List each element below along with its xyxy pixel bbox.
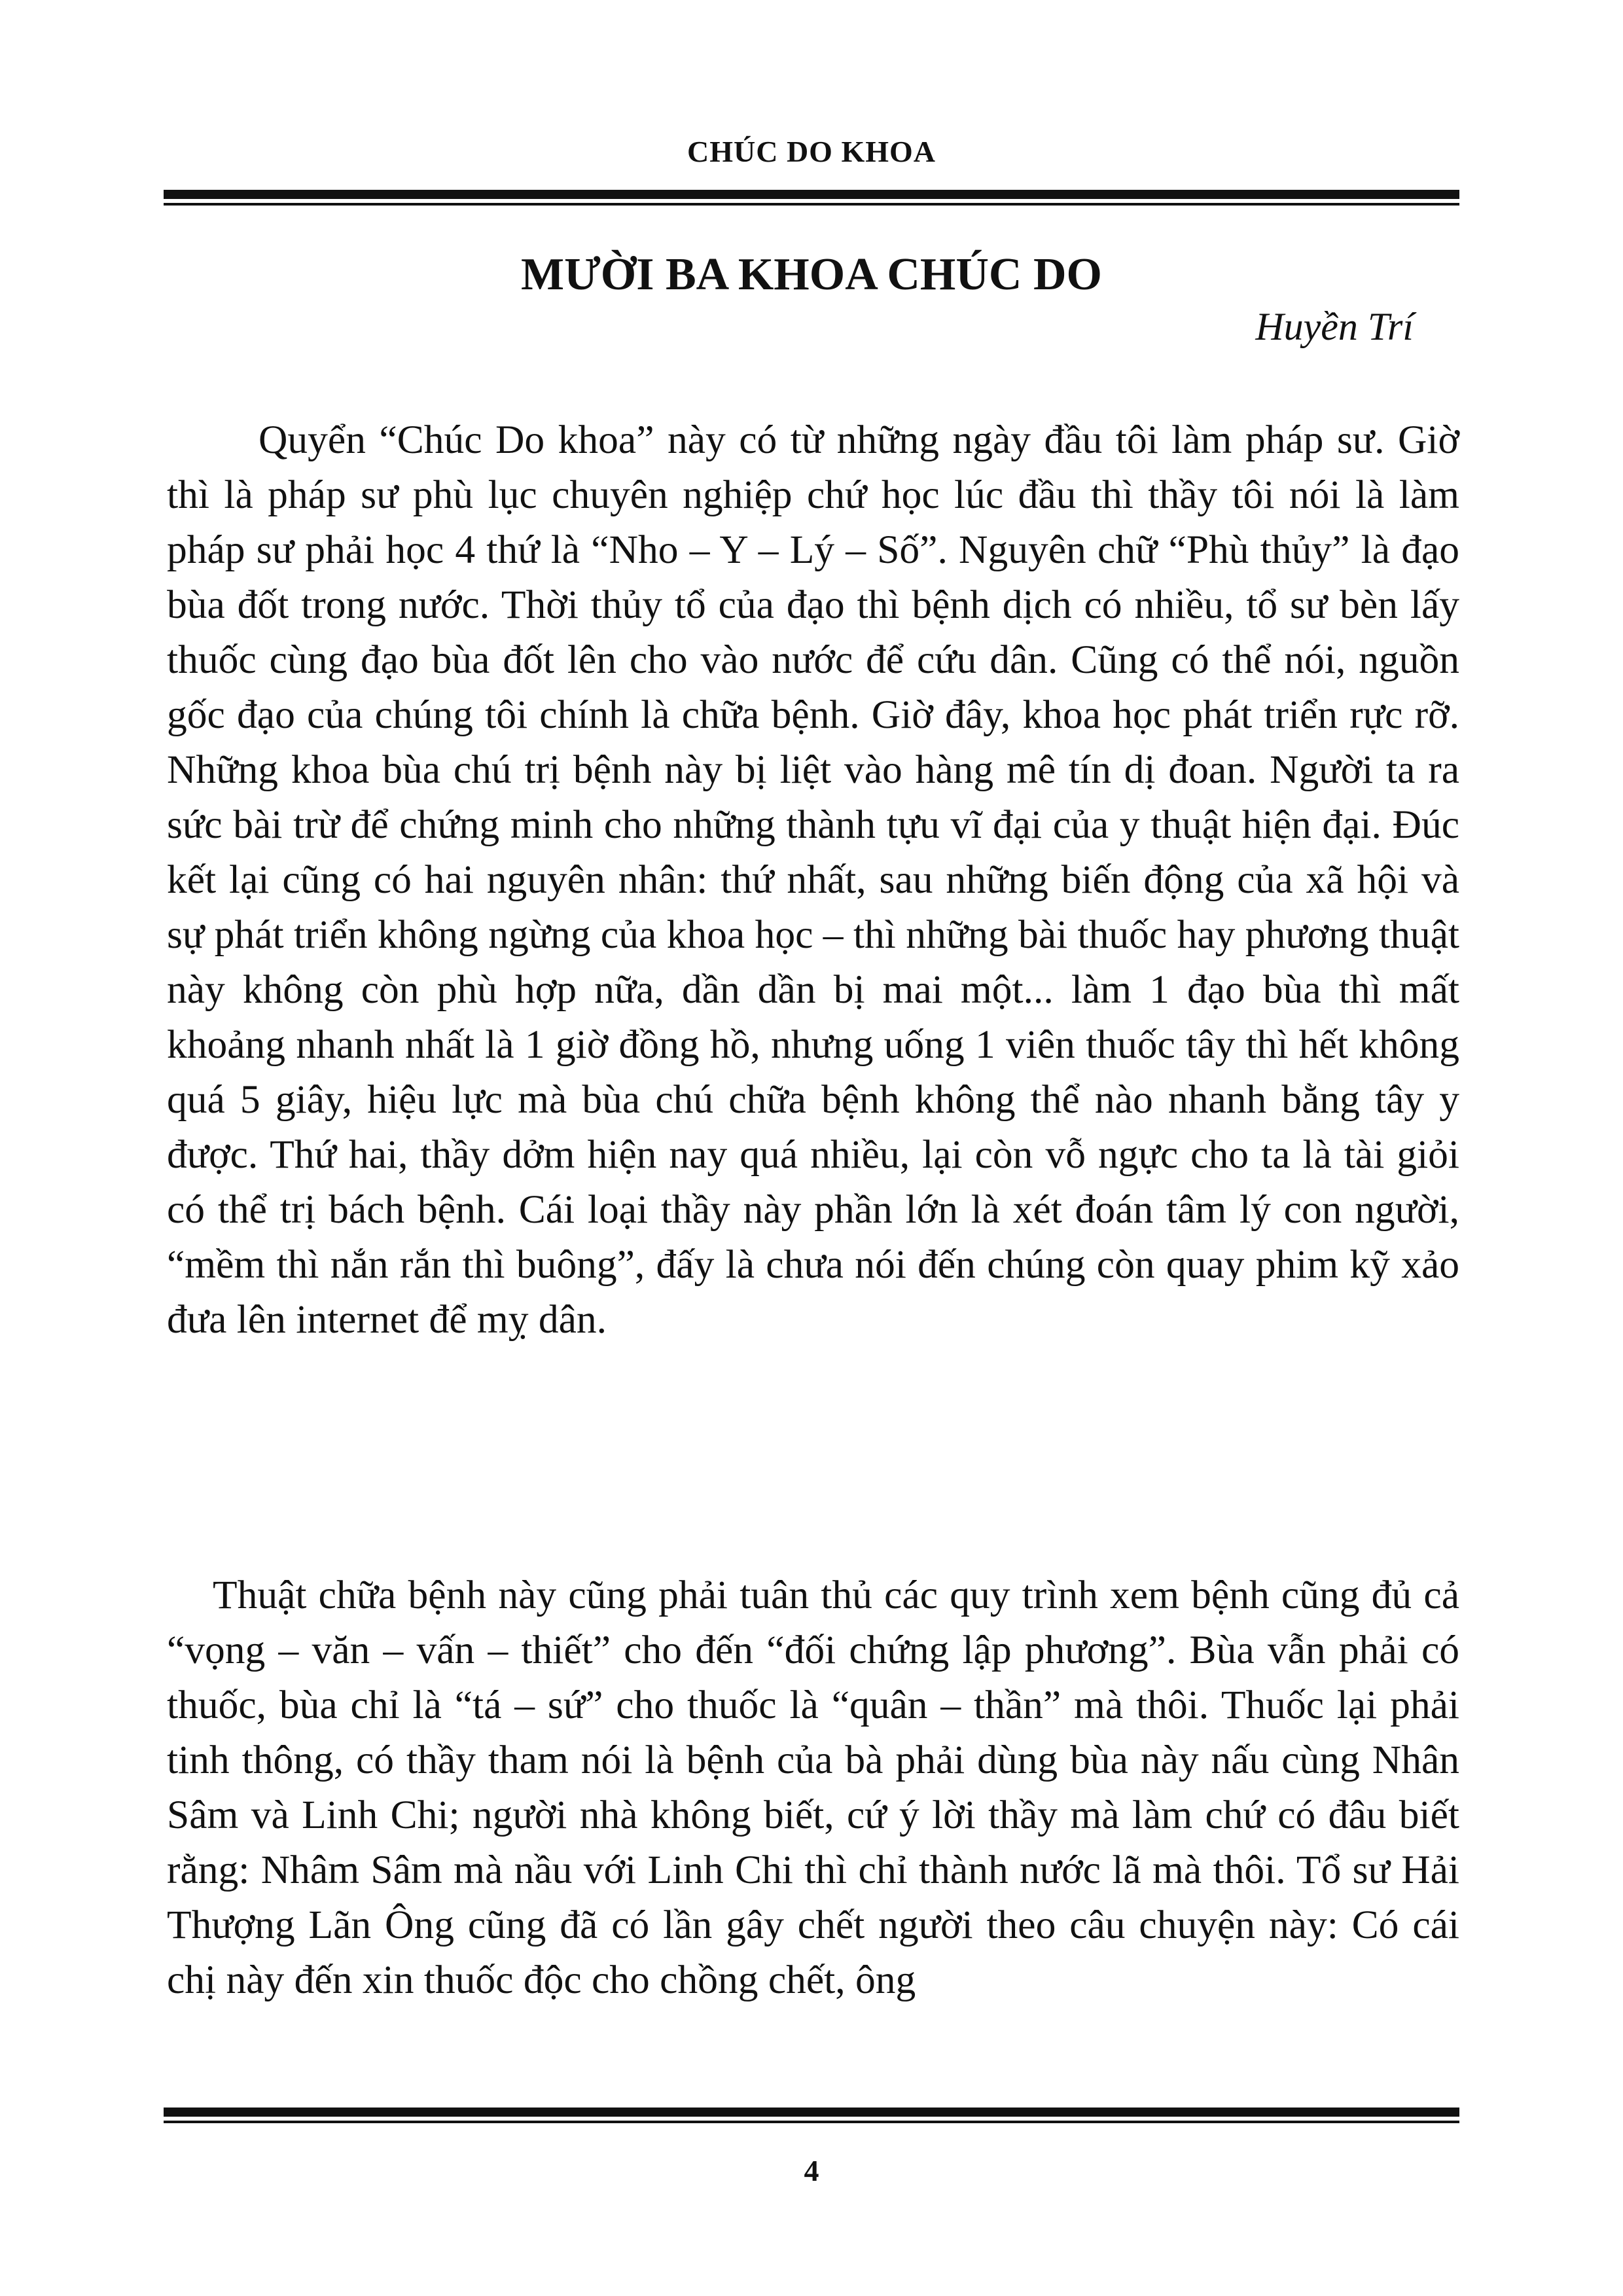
page-number: 4 (804, 2154, 819, 2187)
footer-rule (164, 2108, 1459, 2123)
body-paragraph-1: Quyển “Chúc Do khoa” này có từ những ngày đầu tôi làm pháp sư. Giờ thì là pháp sư phù lục chuyên nghiệp chứ học lúc đầu thì thầy tôi nói là làm pháp sư phải học 4 thứ là “Nho – Y – Lý – Số”. Nguyên chữ “Phù thủy” là đạo bùa đốt trong nước. Thời thủy tổ của đạo thì bệnh dịch có nhiều, tổ sư bèn lấy thuốc cùng đạo bùa đốt lên cho vào nước để cứu dân. Cũng có thể nói, nguồn gốc đạo của chúng tôi chính là chữa bệnh. Giờ đây, khoa học phát triển rực rỡ. Những khoa bùa chú trị bệnh này bị liệt vào hàng mê tín dị đoan. Người ta ra sức bài trừ để chứng minh cho những thành tựu vĩ đại của y thuật hiện đại. Đúc kết lại cũng có hai nguyên nhân: thứ nhất, sau những biến động của xã hội và sự phát triển không ngừng của khoa học – thì những bài thuốc hay phương thuật này không còn phù hợp nữa, dần dần bị mai một... làm 1 đạo bùa thì mất khoảng nhanh nhất là 1 giờ đồng hồ, nhưng uống 1 viên thuốc tây thì hết không quá 5 giây, hiệu lực mà bùa chú chữa bệnh không thể nào nhanh bằng tây y được. Thứ hai, thầy dởm hiện nay quá nhiều, lại còn vỗ ngực cho ta là tài giỏi có thể trị bách bệnh. Cái loại thầy này phần lớn là xét đoán tâm lý con người, “mềm thì nắn rắn thì buông”, đấy là chưa nói đến chúng còn quay phim kỹ xảo đưa lên internet để mỵ dân. (167, 418, 1459, 1342)
article-author: Huyền Trí (1255, 305, 1414, 348)
article-title: MƯỜI BA KHOA CHÚC DO (521, 249, 1102, 300)
running-header: CHÚC DO KHOA (687, 135, 936, 168)
body-paragraph-2: Thuật chữa bệnh này cũng phải tuân thủ các quy trình xem bệnh cũng đủ cả “vọng – văn – vấn – thiết” cho đến “đối chứng lập phương”. Bùa vẫn phải có thuốc, bùa chỉ là “tá – sứ” cho thuốc là “quân – thần” mà thôi. Thuốc lại phải tinh thông, có thầy tham nói là bệnh của bà phải dùng bùa này nấu cùng Nhân Sâm và Linh Chi; người nhà không biết, cứ ý lời thầy mà làm chứ có đâu biết rằng: Nhâm Sâm mà nầu với Linh Chi thì chỉ thành nước lã mà thôi. Tổ sư Hải Thượng Lãn Ông cũng đã có lần gây chết người theo câu chuyện này: Có cái chị này đến xin thuốc độc cho chồng chết, ông (167, 1573, 1459, 2002)
header-rule (164, 190, 1459, 206)
